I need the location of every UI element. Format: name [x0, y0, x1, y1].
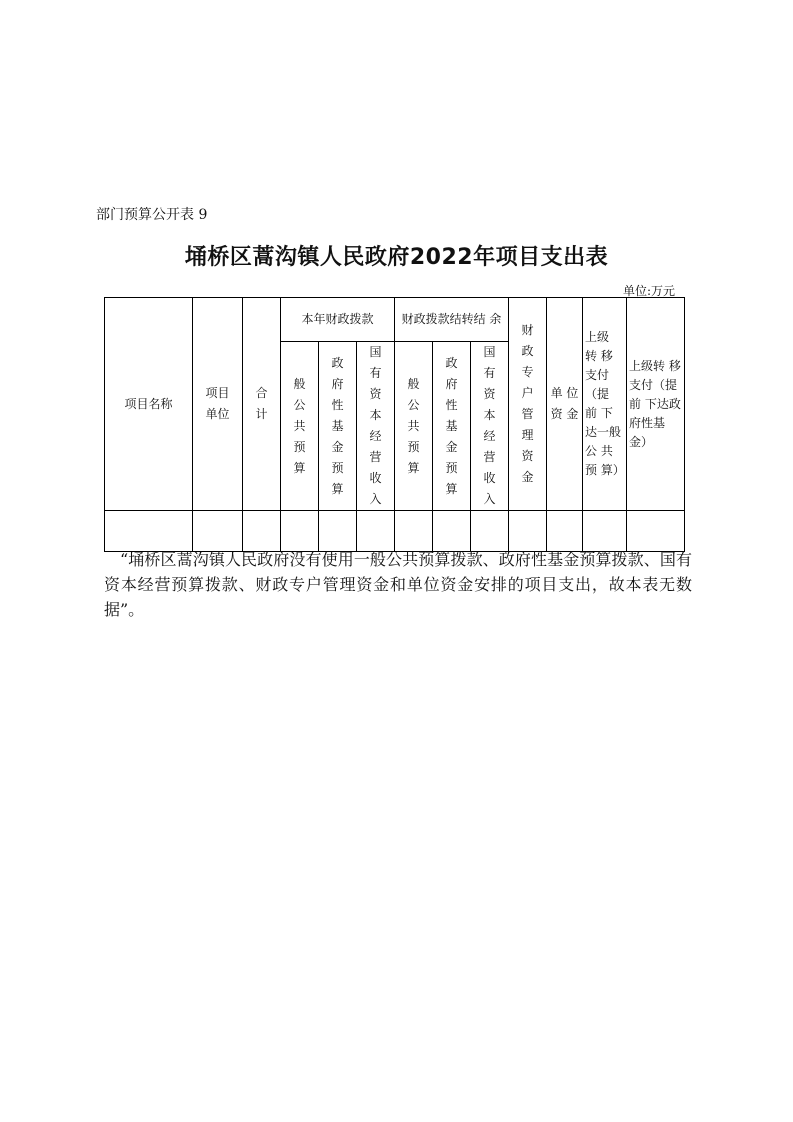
document-label: 部门预算公开表 9	[96, 207, 208, 223]
subheader-carryover-government-fund: 政府性基金预算	[433, 342, 471, 511]
header-transfer-government-fund: 上级转 移 支付（提前 下达政 府性基 金）	[627, 298, 685, 511]
header-unit-funds: 单 位 资 金	[547, 298, 583, 511]
header-current-year-appropriation: 本年财政拨款	[281, 298, 395, 342]
subheader-carryover-general-budget: 般公共预算	[395, 342, 433, 511]
subheader-carryover-state-capital: 国有资本经营收入	[471, 342, 509, 511]
no-data-note: “埇桥区蒿沟镇人民政府没有使用一般公共预算拨款、政府性基金预算拨款、国有资本经营预算拨款、财政专户管理资金和单位资金安排的项目支出，故本表无数据”。	[104, 550, 692, 619]
header-project-name: 项目名称	[105, 298, 193, 511]
header-total: 合计	[243, 298, 281, 511]
header-fiscal-special-account: 财政专户管理资金	[509, 298, 547, 511]
header-project-unit: 项目 单位	[193, 298, 243, 511]
subheader-state-capital: 国有资本经营收入	[357, 342, 395, 511]
subheader-general-budget: 般公共预算	[281, 342, 319, 511]
page-title: 埇桥区蒿沟镇人民政府2022年项目支出表	[184, 245, 609, 270]
subheader-government-fund: 政府性基金预算	[319, 342, 357, 511]
header-carryover: 财政拨款结转结 余	[395, 298, 509, 342]
header-transfer-general-budget: 上级 转 移 支付（提 前 下 达一般公 共 预 算）	[583, 298, 627, 511]
project-expenditure-table	[104, 297, 685, 552]
table-row	[105, 511, 685, 552]
unit-label: 单位:万元	[622, 284, 675, 298]
